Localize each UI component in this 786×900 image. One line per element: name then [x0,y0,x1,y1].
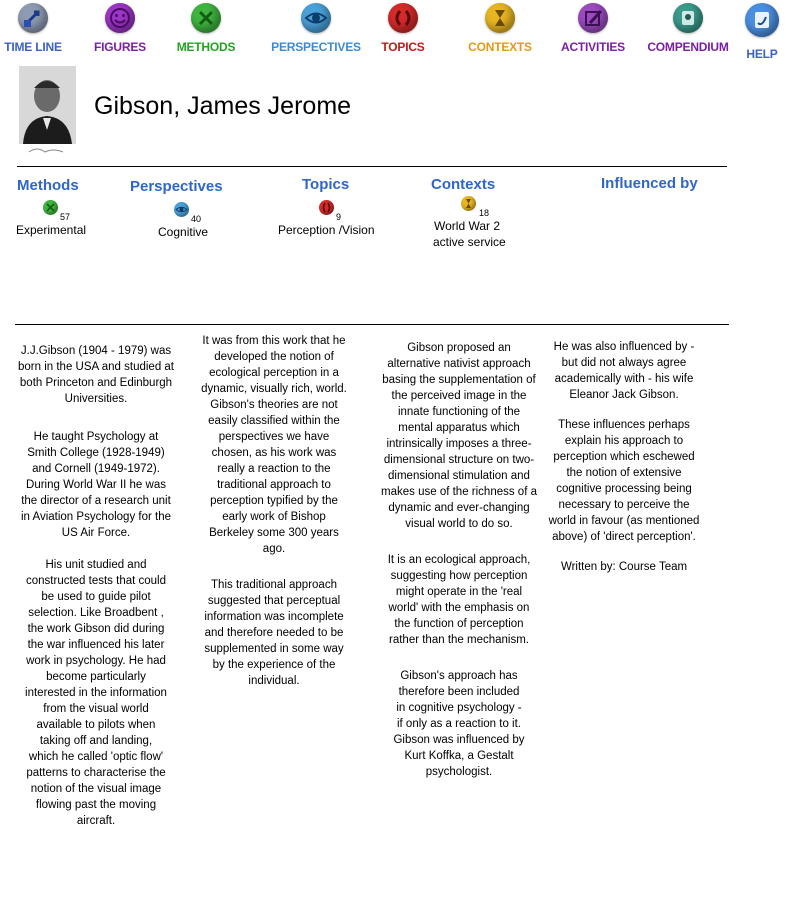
nav-label: HELP [746,47,778,61]
contexts-icon [485,3,515,33]
topics-icon [388,3,418,33]
text-column-2 [200,333,348,709]
paragraph: His unit studied and constructed tests that could be used to guide pilot selection. Like Broadbent , the work Gibson did during the war influenced his later work in psychology. He had become particularly interested in the information from the visual world available to pilots when taking off and landing, which he called 'optic flow' patterns to characterise the notion of the visual image flowing past the moving aircraft. [25,559,167,827]
perspectives-count: 40 [191,214,202,224]
nav-activities[interactable] [560,0,626,54]
paragraph: It is an ecological approach, suggesting how perception might operate in the 'real world' with the emphasis on the function of perception rather than the mechanism. [387,554,531,646]
paragraph: He was also influenced by - but did not always agree academically with - his wife Eleanor Jack Gibson. [553,341,695,401]
paragraph: These influences perhaps explain his approach to perception which eschewed the notion of extensive cognitive processing being necessary to perceive the world in favour (as mentioned above) of 'direct perception'. [548,419,700,543]
paragraph: Gibson proposed an alternative nativist approach basing the supplementation of the perceived image in the innate functioning of the mental apparatus which intrinsically imposes a three-dimensional structure on two-dimensional stimulation and makes use of the richness of a dynamic and ever-changing visual world to do so. [381,342,537,530]
contexts-count: 18 [479,208,490,218]
methods-value: Experimental [16,223,87,237]
author-credit: Written by: Course Team [560,561,688,573]
methods-heading[interactable] [17,177,79,195]
nav-label: METHODS [176,40,236,54]
nav-label: COMPENDIUM [647,40,729,54]
topics-icon [319,200,334,215]
topics-value: Perception /Vision [278,223,375,237]
nav-perspectives[interactable] [270,0,362,54]
contexts-value-line2: active service [433,235,506,249]
perspectives-icon [301,3,331,33]
topics-heading[interactable] [302,176,349,194]
methods-heading-label: Methods [17,177,79,194]
methods-icon [191,3,221,33]
nav-help[interactable] [740,0,784,61]
nav-methods[interactable] [174,0,238,54]
nav-label: TOPICS [381,40,425,54]
perspectives-icon [174,202,189,217]
paragraph: J.J.Gibson (1904 - 1979) was born in the USA and studied at both Princeton and Edinburgh Universities. [18,345,174,405]
nav-timeline[interactable] [4,0,62,54]
paragraph: He taught Psychology at Smith College (1928-1949) and Cornell (1949-1972). During World War II he was the director of a research unit in Aviation Psychology for the US Air Force. [20,431,172,539]
nav-label: TIME LINE [4,40,62,54]
nav-compendium[interactable] [646,0,730,54]
influenced-by-heading[interactable] [601,175,698,193]
activities-icon [578,3,608,33]
help-icon [745,3,779,37]
methods-icon [43,200,58,215]
contexts-heading-label: Contexts [431,176,496,193]
nav-figures[interactable] [90,0,150,54]
text-column-3 [381,340,537,800]
nav-label: PERSPECTIVES [271,40,361,54]
contexts-value-line1: World War 2 [434,219,501,233]
nav-topics[interactable] [378,0,428,54]
nav-contexts[interactable] [466,0,534,54]
topics-heading-label: Topics [302,176,350,193]
perspectives-heading-label: Perspectives [130,178,223,195]
perspectives-value: Cognitive [158,225,209,239]
nav-label: CONTEXTS [468,40,532,54]
text-column-4 [546,339,702,595]
content-divider [15,324,729,325]
influenced-by-heading-label: Influenced by [601,175,698,192]
compendium-icon [673,3,703,33]
methods-count: 57 [60,212,71,222]
timeline-icon [18,3,48,33]
header-divider [17,166,727,167]
figures-icon [105,3,135,33]
paragraph: This traditional approach suggested that perceptual information was incomplete and therefore needed to be supplemented in some way by the experience of the individual. [204,579,344,687]
paragraph: Gibson's approach has therefore been included in cognitive psychology - if only as a reaction to it. Gibson was influenced by Kurt Koffka, a Gestalt psychologist. [393,670,525,778]
nav-label: FIGURES [94,40,146,54]
topics-count: 9 [336,212,342,222]
contexts-icon [461,196,476,211]
contexts-heading[interactable] [431,176,495,194]
page-title: Gibson, James Jerome [94,92,352,120]
text-column-1 [18,343,174,849]
nav-label: ACTIVITIES [560,40,625,54]
portrait-photo [19,66,76,158]
perspectives-heading[interactable] [130,178,223,196]
paragraph: It was from this work that he developed the notion of ecological perception in a dynamic, visually rich, world. Gibson's theories are not easily classified within the perspectives we have chosen, as his work was really a reaction to the traditional approach to perception typified by the early work of Bishop Berkeley some 300 years ago. [201,335,347,555]
